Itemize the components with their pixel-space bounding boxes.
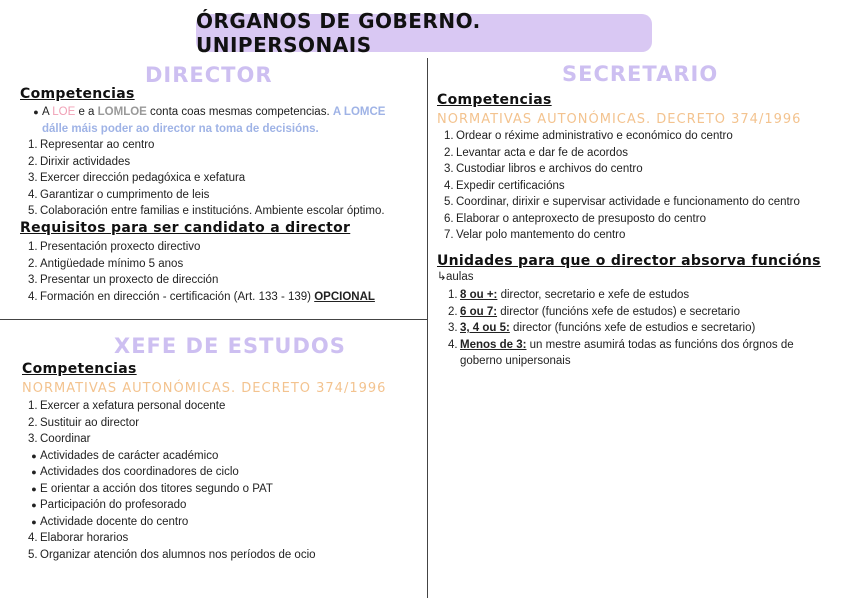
secretario-title: SECRETARIO xyxy=(562,62,719,86)
list-text: Custodiar libros e archivos do centro xyxy=(456,163,643,175)
bullet-icon: ● xyxy=(33,107,39,117)
secretario-competencia-item xyxy=(444,128,844,145)
director-requisitos-list xyxy=(28,239,423,305)
list-number: 4. xyxy=(28,290,38,303)
intro-text: conta coas mesmas competencias. xyxy=(146,106,333,118)
list-number: 3. xyxy=(448,322,458,334)
list-text: Expedir certificacións xyxy=(456,179,565,192)
director-competencia-item xyxy=(28,170,423,187)
xefe-item xyxy=(28,514,423,531)
list-text: Exercer dirección pedagóxica e xefatura xyxy=(40,172,246,184)
list-text: Actividade docente do centro xyxy=(40,515,189,528)
director-requisitos-heading: Requisitos para ser candidato a director xyxy=(20,220,351,236)
list-number: 5. xyxy=(28,205,38,217)
list-text: Organizar atención dos alumnos nos períodos de ocio xyxy=(40,548,316,561)
horizontal-divider xyxy=(0,319,427,320)
director-competencia-item xyxy=(28,187,423,204)
list-text: Actividades de carácter académico xyxy=(40,449,219,462)
optional-label: OPCIONAL xyxy=(314,290,375,303)
list-number: 4. xyxy=(448,338,458,351)
list-number: 2. xyxy=(28,155,38,168)
bullet-icon: ● xyxy=(31,467,37,477)
unidade-item xyxy=(448,320,843,337)
unidade-item xyxy=(448,304,843,321)
list-text: Velar polo mantemento do centro xyxy=(456,229,626,241)
xefe-item xyxy=(28,431,423,448)
xefe-item xyxy=(28,497,423,514)
xefe-list xyxy=(28,398,423,563)
list-number: 1. xyxy=(28,400,38,412)
list-number: 2. xyxy=(28,416,38,429)
director-requisito-item xyxy=(28,239,423,256)
xefe-item xyxy=(28,398,423,415)
loe-label: LOE xyxy=(52,106,76,118)
secretario-competencia-item xyxy=(444,145,844,162)
list-text: 8 ou +: director, secretario e xefe de estudos xyxy=(460,289,690,301)
director-competencia-item xyxy=(28,203,423,220)
list-text: Menos de 3: un mestre asumirá todas as funcións dos órgnos de goberno unipersonais xyxy=(460,338,794,367)
list-text: Antigüedade mínimo 5 anos xyxy=(40,257,184,270)
bullet-icon: ● xyxy=(31,483,37,494)
list-text: Elaborar horarios xyxy=(40,532,129,544)
director-requisito-item xyxy=(28,256,423,273)
director-requisito-item xyxy=(28,289,423,306)
unidade-range: 3, 4 ou 5: xyxy=(460,322,510,334)
list-text: Sustituir ao director xyxy=(40,416,140,429)
xefe-item xyxy=(28,530,423,547)
xefe-item xyxy=(28,448,423,465)
title-banner xyxy=(196,9,652,57)
list-text: Presentación proxecto directivo xyxy=(40,241,201,253)
list-text: 6 ou 7: director (funcións xefe de estudos) e secretario xyxy=(460,305,740,318)
xefe-item xyxy=(28,464,423,481)
lomce-label: A LOMCE xyxy=(332,106,386,118)
unidades-list xyxy=(448,287,843,370)
list-text: Coordinar, dirixir e supervisar actividade e funcionamento do centro xyxy=(456,196,800,208)
unidade-item xyxy=(448,287,843,304)
list-text: Coordinar xyxy=(40,433,91,445)
list-text: Levantar acta e dar fe de acordos xyxy=(456,146,628,159)
list-text-continuation: goberno unipersonais xyxy=(460,355,571,367)
list-number: 3. xyxy=(28,172,38,184)
list-text: Exercer a xefatura personal docente xyxy=(40,400,226,412)
list-text: Colaboración entre familias e institucións. Ambiente escolar óptimo. xyxy=(40,205,385,217)
list-number: 2. xyxy=(444,146,454,159)
bullet-icon: ● xyxy=(31,450,37,461)
xefe-title: XEFE DE ESTUDOS xyxy=(114,334,346,358)
aulas-label: aulas xyxy=(446,271,474,283)
list-number: 1. xyxy=(444,130,454,142)
secretario-competencia-item xyxy=(444,227,844,244)
xefe-item xyxy=(28,415,423,432)
director-intro xyxy=(30,104,420,137)
list-text: Presentar un proxecto de dirección xyxy=(40,274,219,286)
secretario-competencias-heading: Competencias xyxy=(437,92,552,108)
unidade-range: Menos de 3: xyxy=(460,338,527,351)
lomce-note: dálle máis poder ao director na toma de decisións. xyxy=(42,122,319,135)
list-number: 1. xyxy=(448,289,458,301)
list-number: 1. xyxy=(28,241,38,253)
bullet-icon: ● xyxy=(31,500,37,510)
list-text: Dirixir actividades xyxy=(40,155,131,168)
list-number: 6. xyxy=(444,212,454,225)
secretario-competencia-item xyxy=(444,211,844,228)
aulas-row xyxy=(437,269,474,286)
list-text: 3, 4 ou 5: director (funcións xefe de estudios e secretario) xyxy=(460,322,756,334)
list-number: 4. xyxy=(28,188,38,201)
director-requisito-item xyxy=(28,272,423,289)
list-text: Elaborar o anteproxecto de presuposto do centro xyxy=(456,212,706,225)
list-number: 5. xyxy=(444,196,454,208)
list-number: 4. xyxy=(28,532,38,544)
unidade-range: 8 ou +: xyxy=(460,289,498,301)
unidades-heading: Unidades para que o director absorva funcións xyxy=(437,253,821,269)
vertical-divider xyxy=(427,58,428,598)
unidade-range: 6 ou 7: xyxy=(460,305,498,318)
secretario-competencia-item xyxy=(444,178,844,195)
xefe-competencias-heading: Competencias xyxy=(22,361,137,377)
list-number: 3. xyxy=(28,274,38,286)
xefe-item xyxy=(28,481,423,498)
secretario-competencia-item xyxy=(444,194,844,211)
list-number: 1. xyxy=(28,139,38,151)
list-text: Ordear o réxime administrativo e económico do centro xyxy=(456,130,733,142)
director-title: DIRECTOR xyxy=(145,63,273,87)
list-number: 2. xyxy=(448,305,458,318)
list-number: 7. xyxy=(444,229,454,241)
list-number: 3. xyxy=(444,163,454,175)
list-text: Garantizar o cumprimento de leis xyxy=(40,188,210,201)
director-competencia-item xyxy=(28,137,423,154)
list-number: 5. xyxy=(28,548,38,561)
list-text: Representar ao centro xyxy=(40,139,155,151)
curved-arrow-icon: ↳ xyxy=(437,271,447,283)
xefe-item xyxy=(28,547,423,564)
list-number: 2. xyxy=(28,257,38,270)
page-title: ÓRGANOS DE GOBERNO. UNIPERSONAIS xyxy=(196,9,481,57)
xefe-normativa: NORMATIVAS AUTONÓMICAS. DECRETO 374/1996 xyxy=(22,381,387,396)
secretario-competencias-list xyxy=(444,128,844,244)
director-competencias-heading: Competencias xyxy=(20,86,135,102)
bullet-icon: ● xyxy=(31,516,37,527)
unidade-item xyxy=(448,337,843,370)
lomloe-label: LOMLOE xyxy=(97,106,147,118)
intro-text: A xyxy=(42,106,53,118)
director-competencia-item xyxy=(28,154,423,171)
list-number: 3. xyxy=(28,433,38,445)
list-text: Actividades dos coordinadores de ciclo xyxy=(40,466,239,478)
director-competencias-list xyxy=(28,137,423,220)
list-number: 4. xyxy=(444,179,454,192)
secretario-competencia-item xyxy=(444,161,844,178)
secretario-normativa: NORMATIVAS AUTONÓMICAS. DECRETO 374/1996 xyxy=(437,112,802,127)
intro-text: e a xyxy=(75,106,98,118)
list-text: Participación do profesorado xyxy=(40,499,187,511)
list-text: Formación en dirección - certificación (Art. 133 - 139) OPCIONAL xyxy=(40,290,375,303)
list-text: E orientar a acción dos titores segundo o PAT xyxy=(40,482,273,495)
